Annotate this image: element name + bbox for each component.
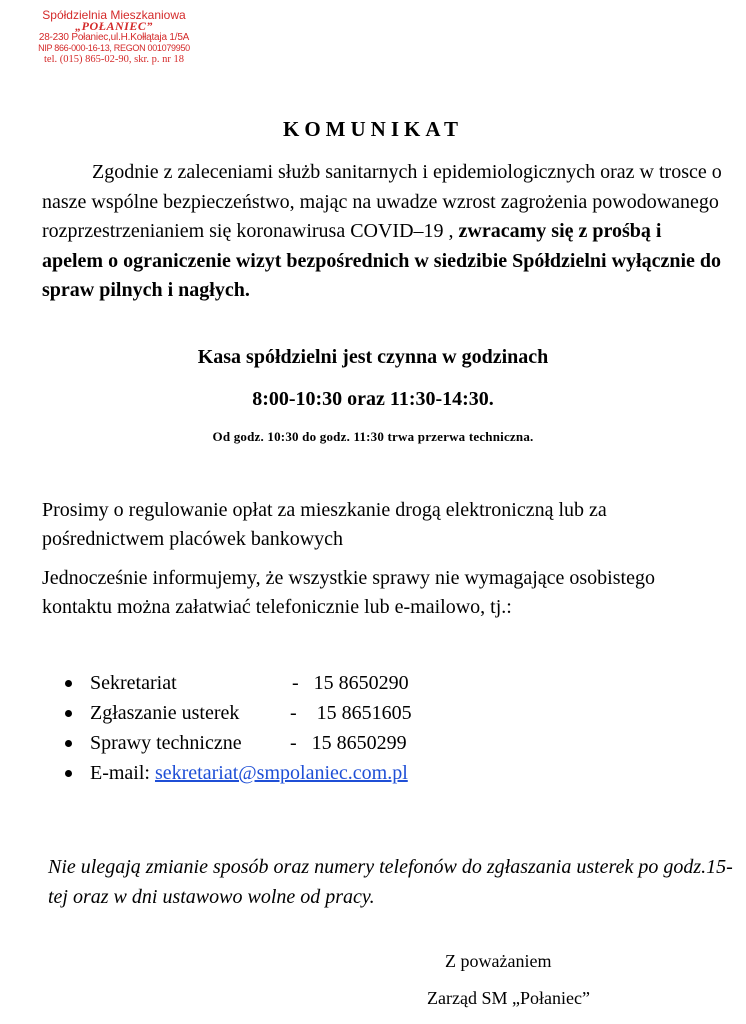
- intro-paragraph: [42, 158, 722, 306]
- intro-plain-text: Zgodnie z zaleceniami służb sanitarnych i epidemiologicznych oraz w trosce o nasze wspólne bezpieczeństwo, mając na uwadze wzrost zagrożenia powodowanego rozprzestrzenianiem się koronawirusa COVID–19 ,: [42, 161, 722, 242]
- cashier-hours: 8:00-10:30 oraz 11:30-14:30.: [252, 388, 494, 410]
- list-item: [62, 758, 662, 788]
- contact-label: E-mail:: [90, 762, 150, 784]
- payments-paragraph: Prosimy o regulowanie opłat za mieszkanie drogą elektroniczną lub za pośrednictwem placówek bankowych: [42, 499, 607, 550]
- contact-label: Sprawy techniczne: [90, 732, 242, 754]
- contact-label: Sekretariat: [90, 672, 177, 694]
- organization-stamp: [26, 10, 202, 65]
- list-item: [62, 728, 662, 758]
- contact-phone: 15 8650299: [311, 732, 407, 754]
- closing-signature: Zarząd SM „Połaniec”: [427, 988, 590, 1008]
- contact-separator: -: [290, 702, 297, 724]
- contact-paragraph: Jednocześnie informujemy, że wszystkie sprawy nie wymagające osobistego kontaktu można załatwiać telefonicznie lub e-mailowo, tj.:: [42, 567, 655, 618]
- contact-list: [62, 668, 662, 788]
- stamp-phone: tel. (015) 865-02-90, skr. p. nr 18: [44, 54, 184, 65]
- cashier-heading: Kasa spółdzielni jest czynna w godzinach: [197, 346, 549, 368]
- list-item: [62, 668, 662, 698]
- stamp-tax-ids: NIP 866-000-16-13, REGON 001079950: [38, 43, 190, 53]
- stamp-org-name: Spółdzielnia Mieszkaniowa: [42, 8, 186, 22]
- cashier-break-note: Od godz. 10:30 do godz. 11:30 trwa przerwa techniczna.: [212, 429, 534, 444]
- list-item: [62, 698, 662, 728]
- intro-appeal-text: zwracamy się z prośbą i apelem o ograniczenie wizyt bezpośrednich w siedzibie Spółdzielni wyłącznie do spraw pilnych i nagłych.: [42, 220, 722, 301]
- email-link[interactable]: sekretariat@smpolaniec.com.pl: [154, 762, 408, 784]
- contact-label: Zgłaszanie usterek: [90, 702, 240, 724]
- contact-phone: 15 8651605: [316, 702, 412, 724]
- notice-paragraph: Nie ulegają zmianie sposób oraz numery telefonów do zgłaszania usterek po godz.15-tej oraz w dni ustawowo wolne od pracy.: [48, 856, 733, 908]
- contact-separator: -: [292, 672, 299, 694]
- contact-phone: 15 8650290: [313, 672, 409, 694]
- closing-greeting: Z poważaniem: [445, 951, 552, 971]
- contact-separator: -: [290, 732, 297, 754]
- stamp-address: 28-230 Połaniec,ul.H.Kołłątaja 1/5A: [38, 32, 190, 43]
- announcement-title: KOMUNIKAT: [283, 117, 463, 141]
- stamp-org-short-name: „POŁANIEC”: [75, 19, 153, 33]
